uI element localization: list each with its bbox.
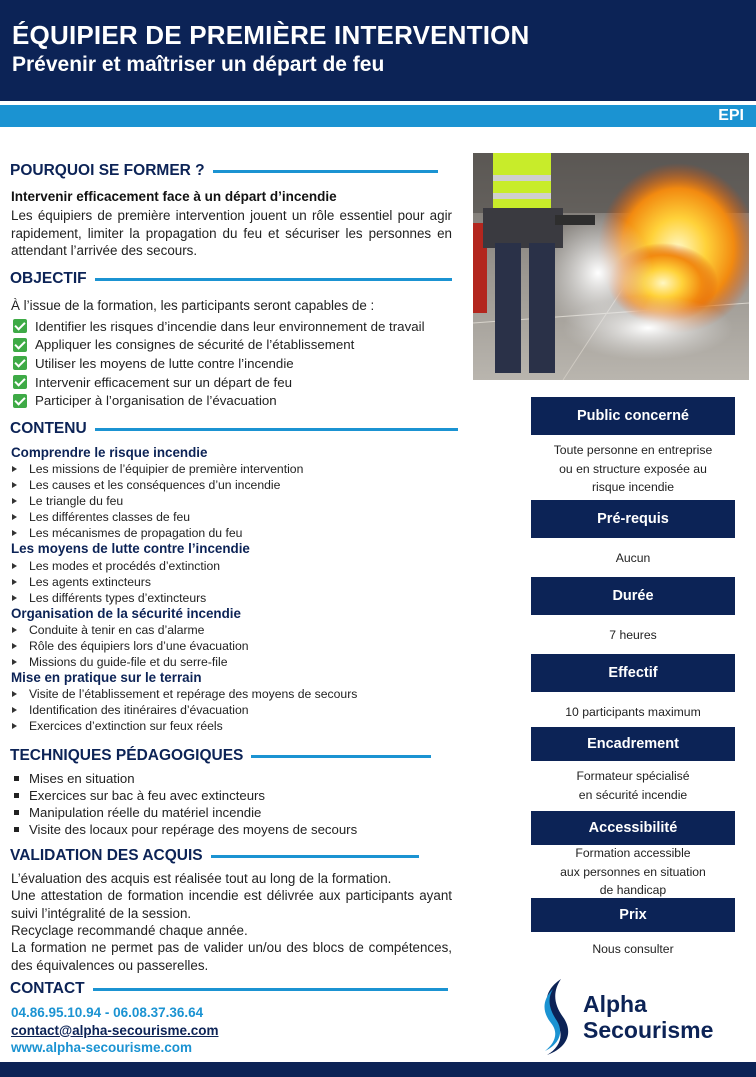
content-group-title: Les moyens de lutte contre l’incendie [11, 541, 250, 557]
contact-phones[interactable]: 04.86.95.10.94 - 06.08.37.36.64 [11, 1005, 204, 1020]
bullet-square-icon [14, 810, 19, 815]
section-validation-title: VALIDATION DES ACQUIS [10, 847, 203, 864]
logo-text [583, 991, 713, 1043]
list-item: Rôle des équipiers lors d’une évacuation [11, 638, 451, 654]
validation-text-3: Recyclage recommandé chaque année. [11, 923, 248, 938]
content-list [11, 445, 451, 734]
public-text-line: ou en structure exposée au [559, 461, 707, 476]
validation-text-1: L’évaluation des acquis est réalisée tout au long de la formation. [11, 871, 392, 886]
bullet-arrow-icon [12, 498, 17, 504]
public-heading: Public concerné [531, 397, 735, 435]
objective-item-label: Intervenir efficacement sur un départ de feu [35, 374, 292, 390]
list-item: Manipulation réelle du matériel incendie [14, 804, 357, 821]
header-banner [0, 0, 756, 101]
section-validation-heading [10, 847, 419, 865]
price-heading: Prix [531, 898, 735, 932]
section-objective-title: OBJECTIF [10, 270, 87, 287]
techniques-list [14, 770, 357, 838]
content-group-title: Mise en pratique sur le terrain [11, 670, 202, 686]
checkbox-icon [13, 394, 27, 408]
bullet-square-icon [14, 776, 19, 781]
contact-website-link[interactable]: www.alpha-secourisme.com [11, 1040, 193, 1055]
section-content-heading [10, 420, 458, 438]
public-text-line: Toute personne en entreprise [553, 443, 713, 457]
supervision-text-line: en sécurité incendie [578, 787, 688, 802]
objective-item [13, 317, 425, 336]
list-item: Le triangle du feu [11, 493, 451, 509]
checkbox-icon [13, 356, 27, 370]
alpha-secourisme-logo [535, 975, 745, 1060]
heading-rule [95, 278, 452, 281]
section-why-heading [10, 162, 438, 180]
section-why-title: POURQUOI SE FORMER ? [10, 162, 205, 179]
why-lead: Intervenir efficacement face à un départ d’incendie [11, 189, 337, 204]
section-contact-heading [10, 980, 448, 998]
bullet-arrow-icon [12, 627, 17, 633]
checkbox-icon [13, 375, 27, 389]
photo-illustration [473, 153, 749, 380]
list-item: Les différents types d’extincteurs [11, 590, 451, 606]
list-item: Exercices d’extinction sur feux réels [11, 718, 451, 734]
validation-text-2: Une attestation de formation incendie est délivrée aux participants ayant suivi l’intégralité de la session. [11, 888, 452, 921]
validation-text-4: La formation ne permet pas de valider un/ou des blocs de compétences, des équivalences ou passerelles. [11, 940, 452, 973]
footer-bar [0, 1062, 756, 1077]
section-techniques-title: TECHNIQUES PÉDAGOGIQUES [10, 747, 244, 764]
bullet-arrow-icon [12, 579, 17, 585]
checkbox-icon [13, 338, 27, 352]
public-text-line: risque incendie [592, 480, 674, 494]
content-group-title: Comprendre le risque incendie [11, 445, 208, 460]
bullet-square-icon [14, 827, 19, 832]
bullet-arrow-icon [12, 482, 17, 488]
bullet-arrow-icon [12, 643, 17, 649]
list-item: Les mécanismes de propagation du feu [11, 525, 451, 541]
contact-email-link[interactable]: contact@alpha-secourisme.com [11, 1022, 219, 1038]
objective-intro: À l’issue de la formation, les participants seront capables de : [11, 298, 375, 313]
logo-text-line: Alpha [583, 991, 647, 1017]
contact-block [11, 1004, 218, 1057]
bullet-square-icon [14, 793, 19, 798]
list-item: Identification des itinéraires d’évacuation [11, 702, 451, 718]
supervision-text-line: Formateur spécialisé [576, 769, 690, 783]
duration-text: 7 heures [609, 628, 657, 642]
section-contact-title: CONTACT [10, 980, 85, 997]
supervision-text [531, 767, 735, 804]
section-content-title: CONTENU [10, 420, 87, 437]
bullet-arrow-icon [12, 595, 17, 601]
objective-item-label: Participer à l’organisation de l’évacuation [35, 393, 277, 409]
section-techniques-heading [10, 747, 431, 765]
bullet-arrow-icon [12, 466, 17, 472]
logo-swirl-icon [535, 977, 579, 1057]
bullet-arrow-icon [12, 530, 17, 536]
objective-item-label: Appliquer les consignes de sécurité de l’établissement [35, 337, 355, 353]
bullet-arrow-icon [12, 514, 17, 520]
price-text: Nous consulter [592, 942, 674, 956]
section-objective-heading [10, 270, 452, 288]
accessibility-text-line: aux personnes en situation [560, 864, 706, 879]
list-item: Les missions de l’équipier de première intervention [11, 461, 451, 477]
list-item: Conduite à tenir en cas d’alarme [11, 622, 451, 638]
list-item: Mises en situation [14, 770, 357, 787]
heading-rule [251, 755, 431, 758]
bullet-arrow-icon [12, 659, 17, 665]
duration-heading: Durée [531, 577, 735, 615]
objective-item [13, 391, 425, 410]
bullet-arrow-icon [12, 707, 17, 713]
accessibility-text-line: Formation accessible [575, 846, 691, 860]
objective-item [13, 373, 425, 392]
objective-item [13, 336, 425, 355]
list-item: Visite des locaux pour repérage des moyens de secours [14, 821, 357, 838]
list-item: Exercices sur bac à feu avec extincteurs [14, 787, 357, 804]
heading-rule [95, 428, 458, 431]
list-item: Les causes et les conséquences d’un incendie [11, 477, 451, 493]
prerequisites-text: Aucun [615, 551, 651, 565]
list-item: Les modes et procédés d’extinction [11, 557, 451, 573]
course-code: EPI [718, 107, 744, 124]
list-item: Les différentes classes de feu [11, 509, 451, 525]
objective-item-label: Identifier les risques d’incendie dans leur environnement de travail [35, 318, 425, 334]
accessibility-text [531, 844, 735, 900]
heading-rule [213, 170, 438, 173]
objective-item [13, 354, 425, 373]
objective-list [13, 317, 425, 410]
why-text: Les équipiers de première intervention jouent un rôle essentiel pour agir rapidement, limiter la propagation du feu et sécuriser les personnes en attendant l’arrivée des secours. [11, 208, 452, 258]
bullet-arrow-icon [12, 723, 17, 729]
group-size-text: 10 participants maximum [565, 705, 701, 719]
objective-item-label: Utiliser les moyens de lutte contre l’incendie [35, 355, 294, 371]
accent-band [0, 105, 756, 127]
list-item: Missions du guide-file et du serre-file [11, 654, 451, 670]
checkbox-icon [13, 319, 27, 333]
list-item: Visite de l’établissement et repérage des moyens de secours [11, 686, 451, 702]
group-size-heading: Effectif [531, 654, 735, 692]
public-text [531, 441, 735, 497]
heading-rule [93, 988, 448, 991]
heading-rule [211, 855, 419, 858]
accessibility-heading: Accessibilité [531, 811, 735, 845]
accessibility-text-line: de handicap [599, 883, 667, 897]
supervision-heading: Encadrement [531, 727, 735, 761]
list-item: Les agents extincteurs [11, 574, 451, 590]
prerequisites-heading: Pré-requis [531, 500, 735, 538]
content-group-title: Organisation de la sécurité incendie [11, 605, 241, 621]
bullet-arrow-icon [12, 563, 17, 569]
firefighter-training-photo [473, 153, 749, 380]
logo-text-line: Secourisme [583, 1017, 714, 1043]
bullet-arrow-icon [12, 691, 17, 697]
page-subtitle: Prévenir et maîtriser un départ de feu [12, 53, 385, 76]
page-title: ÉQUIPIER DE PREMIÈRE INTERVENTION [12, 20, 530, 50]
